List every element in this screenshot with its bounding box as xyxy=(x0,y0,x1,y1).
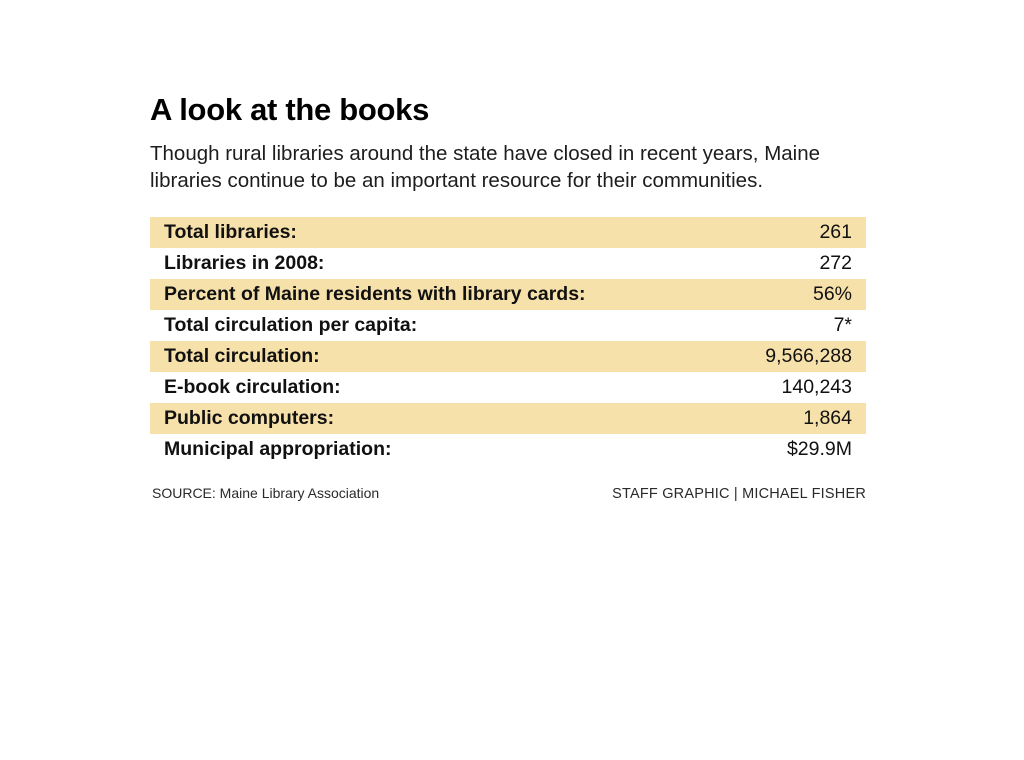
row-label: Percent of Maine residents with library cards: xyxy=(164,282,586,305)
row-label: Municipal appropriation: xyxy=(164,437,392,460)
row-value: 1,864 xyxy=(803,406,852,429)
row-value: 261 xyxy=(819,220,852,243)
statistics-table xyxy=(150,217,866,465)
table-body xyxy=(150,217,866,465)
row-value: $29.9M xyxy=(786,437,852,460)
table-row xyxy=(150,341,866,372)
footer xyxy=(150,485,866,502)
table-row xyxy=(150,403,866,434)
subtitle-text: Though rural libraries around the state have closed in recent years, Maine libraries continue to be an important resource for their communities. xyxy=(150,142,821,193)
table-row xyxy=(150,434,866,465)
row-value: 56% xyxy=(812,282,852,305)
row-label: E-book circulation: xyxy=(164,375,341,398)
row-value: 7* xyxy=(833,313,852,336)
row-label: Public computers: xyxy=(164,406,335,429)
row-value: 272 xyxy=(819,251,852,274)
row-label: Total circulation per capita: xyxy=(164,313,418,336)
row-label: Total circulation: xyxy=(164,344,320,367)
page-title: A look at the books xyxy=(150,92,430,127)
table-row xyxy=(150,248,866,279)
table-row xyxy=(150,310,866,341)
row-label: Total libraries: xyxy=(164,220,297,243)
table-row xyxy=(150,217,866,248)
table-row xyxy=(150,372,866,403)
table-row xyxy=(150,279,866,310)
infographic xyxy=(150,92,866,502)
row-value: 140,243 xyxy=(781,375,852,398)
credit-note: STAFF GRAPHIC | MICHAEL FISHER xyxy=(612,485,866,502)
row-value: 9,566,288 xyxy=(765,344,852,367)
row-label: Libraries in 2008: xyxy=(164,251,325,274)
source-note: SOURCE: Maine Library Association xyxy=(152,484,380,501)
